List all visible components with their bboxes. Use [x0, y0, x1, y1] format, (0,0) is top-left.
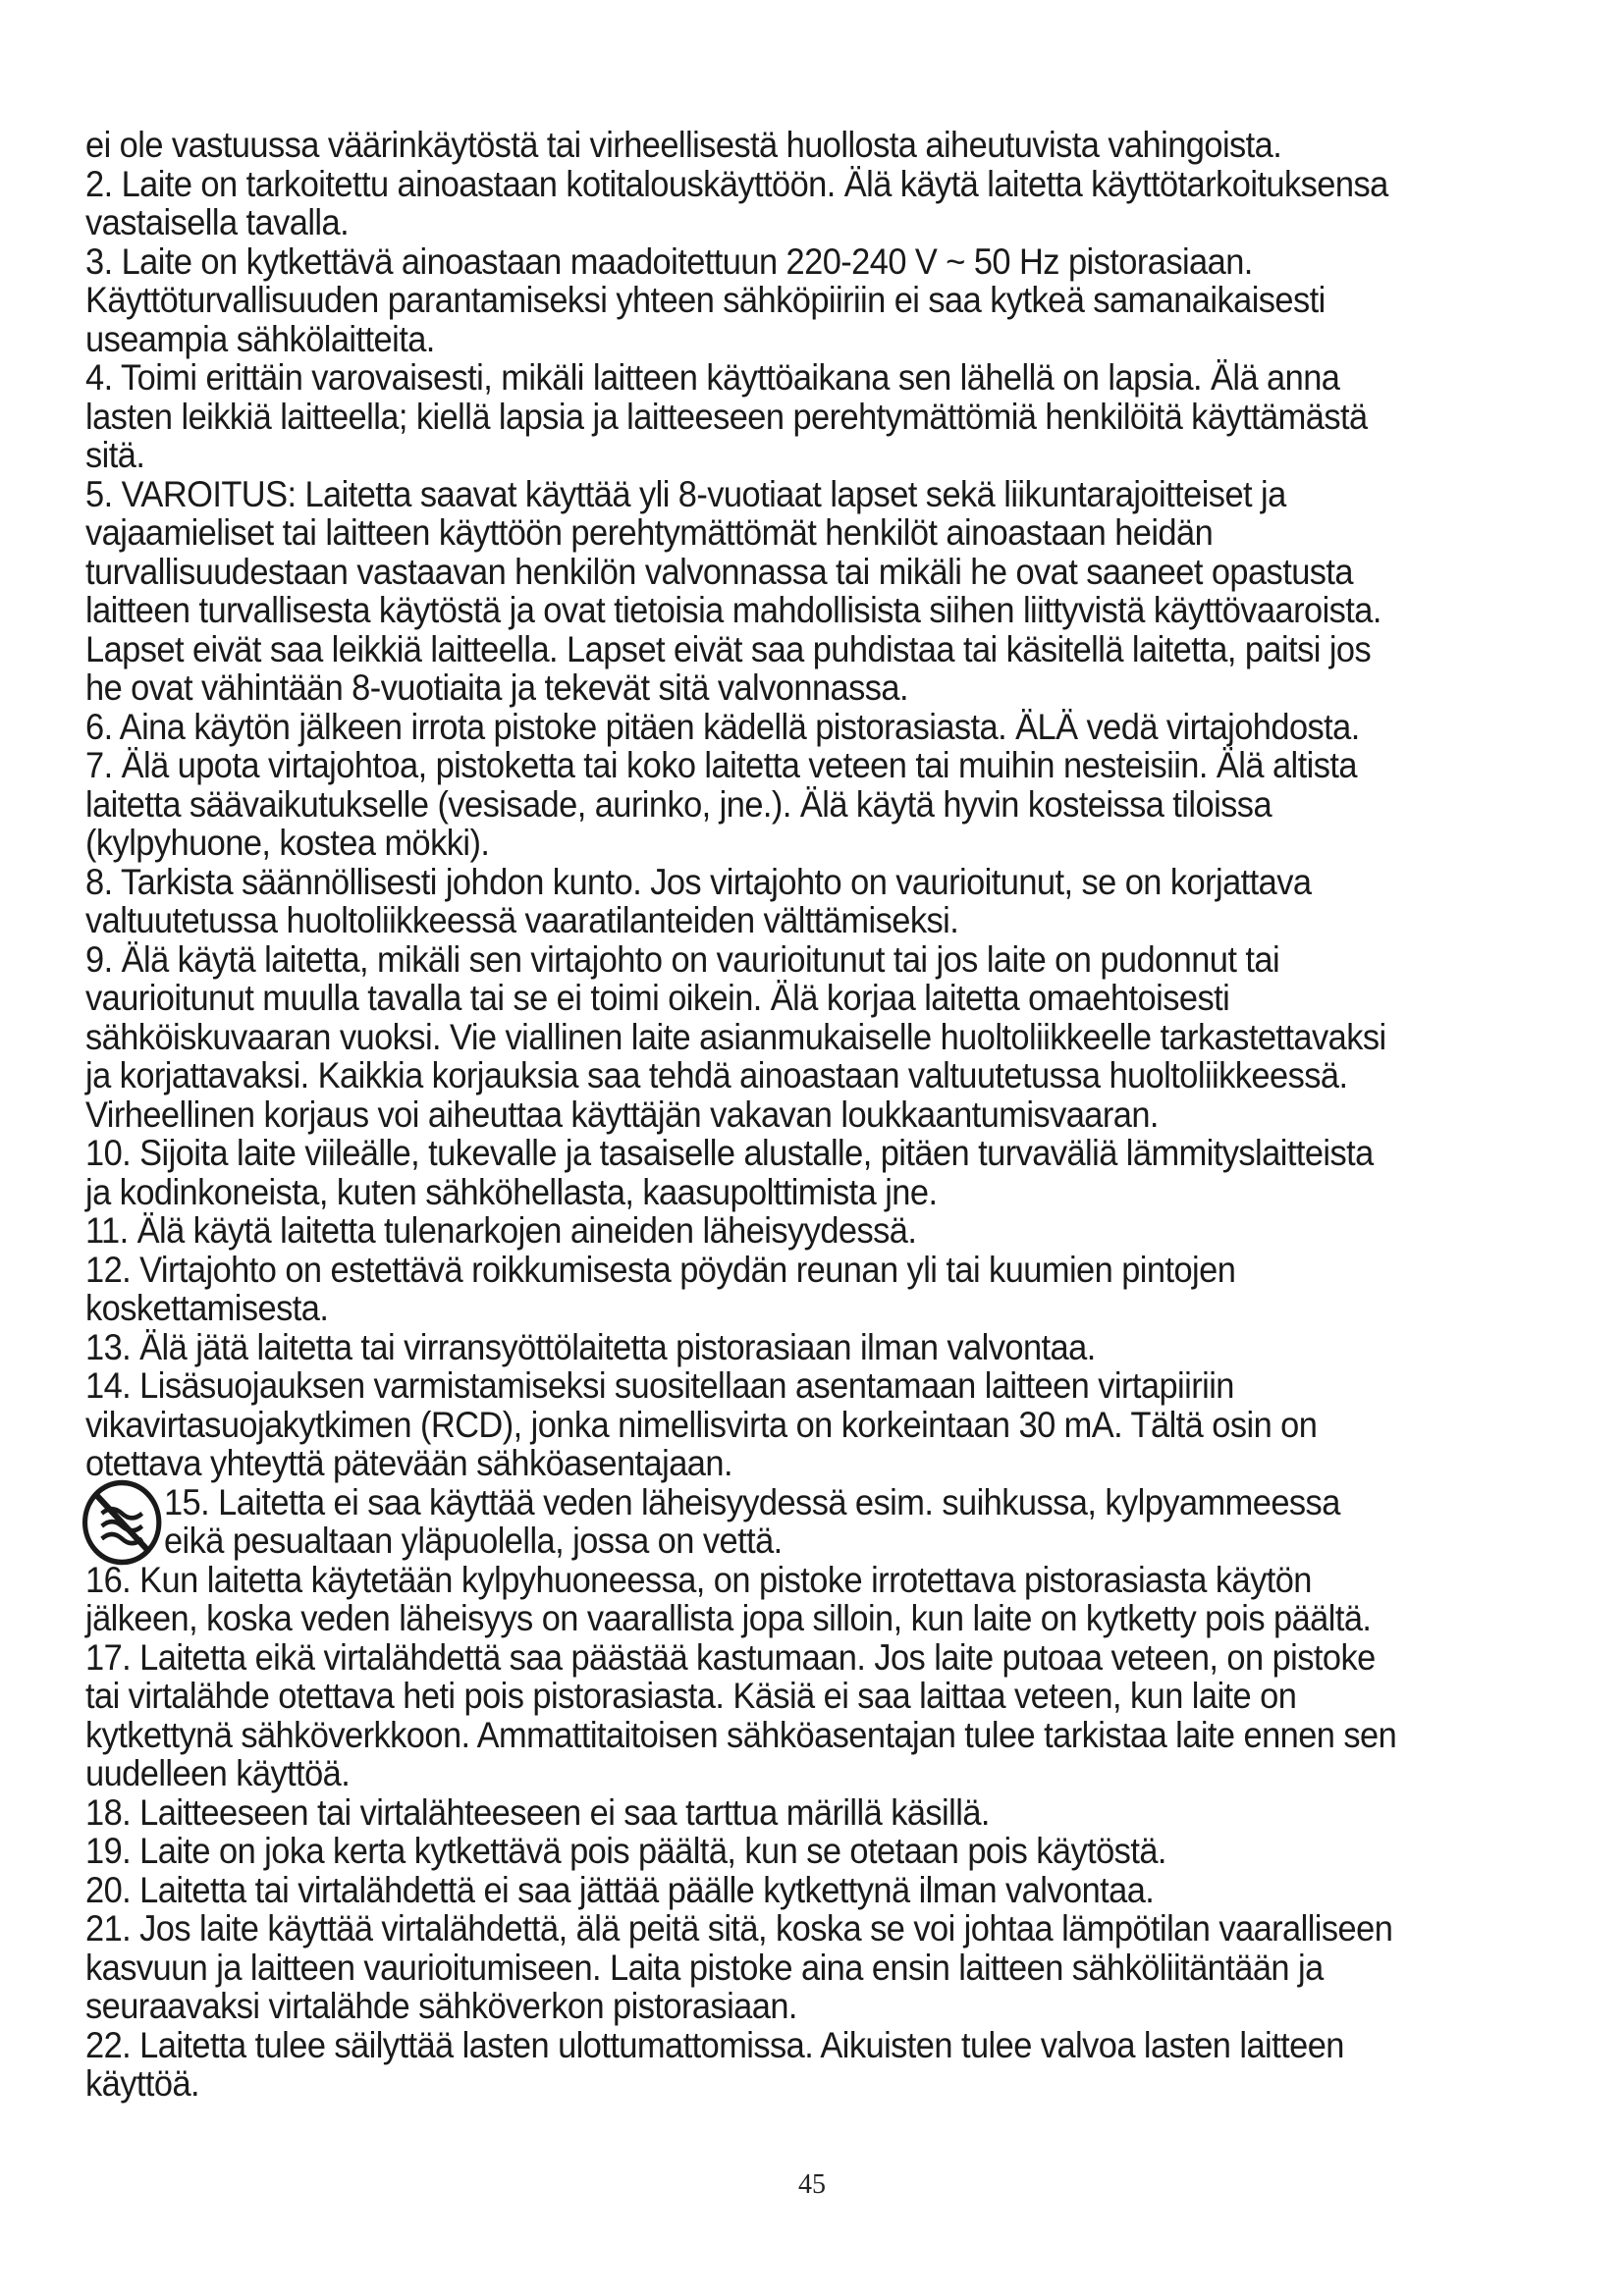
- text-line: jälkeen, koska veden läheisyys on vaarallista jopa silloin, kun laite on kytketty pois päältä.: [85, 1598, 1372, 1638]
- text-line: sähköiskuvaaran vuoksi. Vie viallinen laite asianmukaiselle huoltoliikkeelle tarkastettavaksi: [85, 1016, 1386, 1057]
- text-line: ja korjattavaksi. Kaikkia korjauksia saa tehdä ainoastaan valtuutetussa huoltoliikkeessä.: [85, 1055, 1348, 1095]
- text-line: [85, 1483, 1455, 1522]
- text-line: 18. Laitteeseen tai virtalähteeseen ei saa tarttua märillä käsillä.: [85, 1791, 990, 1833]
- item-15: [85, 1483, 1455, 1561]
- text-line: kasvuun ja laitteen vaurioitumiseen. Laita pistoke aina ensin laitteen sähköliitäntään ja: [85, 1947, 1324, 1988]
- text-line: 11. Älä käytä laitetta tulenarkojen aineiden läheisyydessä.: [85, 1210, 917, 1251]
- text-line: (kylpyhuone, kostea mökki).: [85, 823, 490, 863]
- text-line: turvallisuudestaan vastaavan henkilön valvonnassa tai mikäli he ovat saaneet opastusta: [85, 551, 1354, 592]
- text-line: kytkettynä sähköverkkoon. Ammattitaitoisen sähköasentajan tulee tarkistaa laite ennen sen: [85, 1714, 1397, 1755]
- text-line: vikavirtasuojakytkimen (RCD), jonka nimellisvirta on korkeintaan 30 mA. Tältä osin on: [85, 1404, 1318, 1445]
- text-line: useampia sähkölaitteita.: [85, 318, 435, 359]
- text-line: käyttöä.: [85, 2063, 200, 2104]
- page-number: 45: [798, 2169, 826, 2200]
- text-line: laitteen turvallisesta käytöstä ja ovat tietoisia mahdollisista siihen liittyvistä käyttövaaroista.: [85, 590, 1381, 630]
- text-line: sitä.: [85, 435, 145, 475]
- text-line: 8. Tarkista säännöllisesti johdon kunto. Jos virtajohto on vaurioitunut, se on korjattava: [85, 861, 1312, 902]
- text-line: koskettamisesta.: [85, 1288, 329, 1328]
- item-15-line1: 15. Laitetta ei saa käyttää veden läheisyydessä esim. suihkussa, kylpyammeessa: [163, 1481, 1340, 1522]
- text-line: laitetta säävaikutukselle (vesisade, aurinko, jne.). Älä käytä hyvin kosteissa tiloissa: [85, 783, 1272, 825]
- text-line: seuraavaksi virtalähde sähköverkon pistorasiaan.: [85, 1986, 797, 2026]
- text-line: tai virtalähde otettava heti pois pistorasiasta. Käsiä ei saa laittaa veteen, kun laite on: [85, 1676, 1297, 1716]
- text-line: 13. Älä jätä laitetta tai virransyöttölaitetta pistorasiaan ilman valvontaa.: [85, 1326, 1096, 1367]
- text-line: ei ole vastuussa väärinkäytöstä tai virheellisestä huollosta aiheutuvista vahingoista.: [85, 125, 1282, 165]
- text-line: 3. Laite on kytkettävä ainoastaan maadoitettuun 220-240 V ~ 50 Hz pistorasiaan.: [85, 240, 1253, 282]
- text-line: ja kodinkoneista, kuten sähköhellasta, kaasupolttimista jne.: [85, 1171, 938, 1212]
- no-water-icon: [80, 1477, 164, 1568]
- instructions-text: [85, 126, 1455, 2104]
- text-line: vaurioitunut muulla tavalla tai se ei toimi oikein. Älä korjaa laitetta omaehtoisesti: [85, 978, 1230, 1018]
- text-line: otettava yhteyttä pätevään sähköasentajaan.: [85, 1443, 732, 1483]
- text-line: Käyttöturvallisuuden parantamiseksi yhteen sähköpiiriin ei saa kytkeä samanaikaisesti: [85, 280, 1326, 320]
- item-15-line2: eikä pesualtaan yläpuolella, jossa on vettä.: [163, 1521, 783, 1561]
- text-line: 19. Laite on joka kerta kytkettävä pois päältä, kun se otetaan pois käytöstä.: [85, 1831, 1166, 1871]
- text-line: vastaisella tavalla.: [85, 202, 350, 242]
- text-line: lasten leikkiä laitteella; kiellä lapsia ja laitteeseen perehtymättömiä henkilöitä käyttämästä: [85, 396, 1368, 437]
- text-line: Virheellinen korjaus voi aiheuttaa käyttäjän vakavan loukkaantumisvaaran.: [85, 1094, 1159, 1135]
- text-line: Lapset eivät saa leikkiä laitteella. Lapset eivät saa puhdistaa tai käsitellä laitetta, paitsi jos: [85, 628, 1372, 669]
- text-line: 9. Älä käytä laitetta, mikäli sen virtajohto on vaurioitunut tai jos laite on pudonnut tai: [85, 938, 1280, 980]
- text-line: 7. Älä upota virtajohtoa, pistoketta tai koko laitetta veteen tai muihin nesteisiin. Älä altista: [85, 745, 1357, 785]
- text-line: 14. Lisäsuojauksen varmistamiseksi suositellaan asentamaan laitteen virtapiiriin: [85, 1365, 1234, 1406]
- text-line: 20. Laitetta tai virtalähdettä ei saa jättää päälle kytkettynä ilman valvontaa.: [85, 1869, 1155, 1910]
- text-line: uudelleen käyttöä.: [85, 1753, 351, 1793]
- text-line: 12. Virtajohto on estettävä roikkumisesta pöydän reunan yli tai kuumien pintojen: [85, 1249, 1236, 1290]
- text-line: 22. Laitetta tulee säilyttää lasten ulottumattomissa. Aikuisten tulee valvoa lasten laitteen: [85, 2024, 1344, 2065]
- text-line: 5. VAROITUS: Laitetta saavat käyttää yli 8-vuotiaat lapset sekä liikuntarajoitteiset ja: [85, 473, 1286, 514]
- text-line: 2. Laite on tarkoitettu ainoastaan kotitalouskäyttöön. Älä käytä laitetta käyttötarkoituksensa: [85, 163, 1388, 204]
- text-line: 17. Laitetta eikä virtalähdettä saa päästää kastumaan. Jos laite putoaa veteen, on pistoke: [85, 1636, 1376, 1678]
- text-line: 4. Toimi erittäin varovaisesti, mikäli laitteen käyttöaikana sen lähellä on lapsia. Älä anna: [85, 357, 1340, 398]
- text-line: [85, 1522, 1455, 1561]
- text-line: 10. Sijoita laite viileälle, tukevalle ja tasaiselle alustalle, pitäen turvaväliä lämmityslaitteista: [85, 1133, 1374, 1173]
- text-line: 16. Kun laitetta käytetään kylpyhuoneessa, on pistoke irrotettava pistorasiasta käytön: [85, 1559, 1312, 1600]
- text-line: he ovat vähintään 8-vuotiaita ja tekevät sitä valvonnassa.: [85, 667, 908, 708]
- text-line: vajaamieliset tai laitteen käyttöön perehtymättömät henkilöt ainoastaan heidän: [85, 512, 1214, 553]
- text-line: valtuutetussa huoltoliikkeessä vaaratilanteiden välttämiseksi.: [85, 900, 959, 940]
- text-line: 21. Jos laite käyttää virtalähdettä, älä peitä sitä, koska se voi johtaa lämpötilan vaaralliseen: [85, 1908, 1393, 1949]
- text-line: 6. Aina käytön jälkeen irrota pistoke pitäen kädellä pistorasiasta. ÄLÄ vedä virtajohdosta.: [85, 706, 1360, 747]
